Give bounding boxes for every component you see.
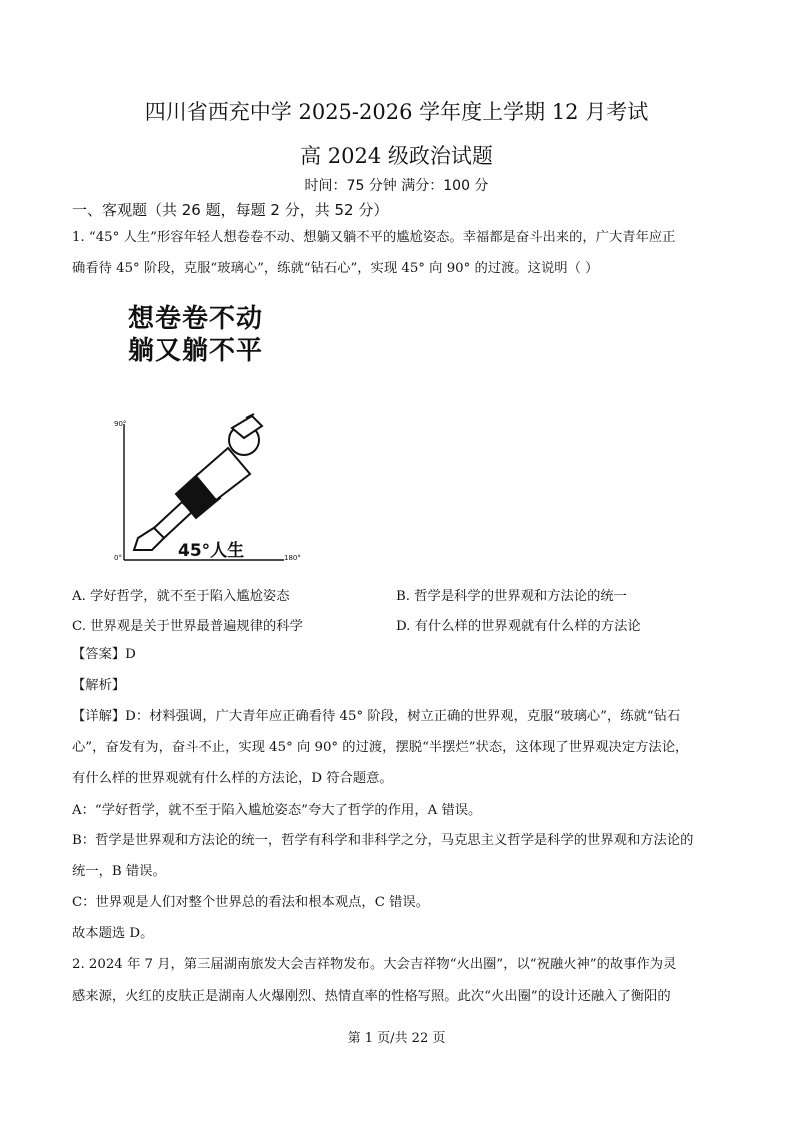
figure-caption-line-2: 躺又躺不平: [128, 336, 264, 366]
detail-line-3: 有什么样的世界观就有什么样的方法论，D 符合题意。: [72, 771, 393, 786]
analysis-b-line-2: 统一，B 错误。: [72, 864, 166, 879]
angle-0-label: 0°: [114, 554, 122, 562]
exam-subtitle: 高 2024 级政治试题: [300, 144, 493, 168]
figure-label: 45°人生: [178, 541, 245, 561]
option-d: D. 有什么样的世界观就有什么样的方法论: [396, 619, 641, 634]
figure-illustration: [112, 298, 322, 568]
option-a: A. 学好哲学，就不至于陷入尴尬姿态: [72, 589, 290, 604]
exam-meta: 时间：75 分钟 满分：100 分: [304, 178, 489, 194]
exam-title: 四川省西充中学 2025-2026 学年度上学期 12 月考试: [144, 100, 649, 124]
analysis-a: A：“学好哲学，就不至于陷入尴尬姿态”夸大了哲学的作用，A 错误。: [72, 803, 482, 818]
option-c: C. 世界观是关于世界最普遍规律的科学: [72, 619, 303, 634]
question-1-line-1: 1. “45° 人生”形容年轻人想卷卷不动、想躺又躺不平的尴尬姿态。幸福都是奋斗出来的，广大青年应正: [72, 230, 676, 245]
section-heading: 一、客观题（共 26 题，每题 2 分，共 52 分）: [72, 201, 389, 219]
analysis-title: 【解析】: [72, 678, 126, 693]
analysis-c: C：世界观是人们对整个世界总的看法和根本观点，C 错误。: [72, 895, 429, 910]
question-1-line-2: 确看待 45° 阶段，克服“玻璃心”，练就“钻石心”，实现 45° 向 90° 的过渡。这说明（ ）: [72, 261, 599, 276]
leaning-person-drawing: [134, 414, 262, 550]
question-2-line-1: 2. 2024 年 7 月，第三届湖南旅发大会吉祥物发布。大会吉祥物“火出圈”，以“祝融火神”的故事作为灵: [72, 957, 677, 972]
answer: 【答案】D: [72, 647, 136, 662]
page-footer: 第 1 页/共 22 页: [347, 1031, 446, 1046]
figure-caption-line-1: 想卷卷不动: [128, 304, 264, 334]
detail-line-2: 心”，奋发有为，奋斗不止，实现 45° 向 90° 的过渡，摆脱“半摆烂”状态，这体现了世界观决定方法论，: [72, 740, 689, 755]
angle-90-label: 90°: [114, 420, 127, 428]
detail-line-1: 【详解】D：材料强调，广大青年应正确看待 45° 阶段，树立正确的世界观，克服“玻璃心”，练就“钻石: [72, 709, 681, 724]
question-2-line-2: 感来源，火红的皮肤正是湖南人火爆刚烈、热情直率的性格写照。此次“火出圈”的设计还融入了衡阳的: [72, 989, 671, 1004]
conclusion: 故本题选 D。: [72, 926, 154, 941]
question-1-figure: [112, 298, 322, 568]
option-b: B. 哲学是科学的世界观和方法论的统一: [396, 589, 627, 604]
analysis-b-line-1: B：哲学是世界观和方法论的统一，哲学有科学和非科学之分，马克思主义哲学是科学的世界观和方法论的: [72, 833, 694, 848]
angle-180-label: 180°: [284, 554, 301, 562]
